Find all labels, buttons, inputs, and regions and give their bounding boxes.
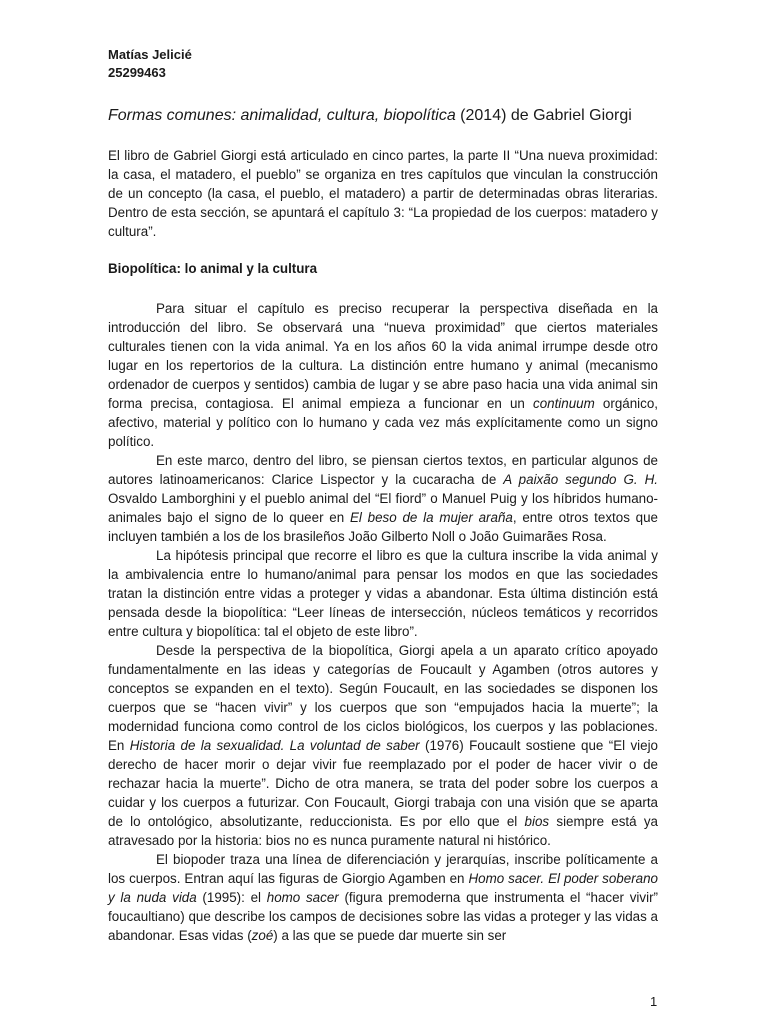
paragraph-3: La hipótesis principal que recorre el libro es que la cultura inscribe la vida animal y la ambivalencia entre lo humano/animal para pensar los modos en que las sociedades tratan la distinción entre vidas a proteger y vidas a abandonar. Esta última distinción está pensada desde la biopolítica: “Leer líneas de intersección, núcleos temáticos y recorridos entre cultura y biopolítica: tal el objeto de este libro”.	[108, 548, 658, 639]
paragraph-2: En este marco, dentro del libro, se piensan ciertos textos, en particular algunos de autores latinoamericanos: Clarice Lispector y la cucaracha de A paixão segundo G. H. Osvaldo Lamborghini y el pueblo animal del “El fiord” o Manuel Puig y los híbridos humano-animales bajo el signo de lo queer en El beso de la mujer araña, entre otros textos que incluyen también a los de los brasileños João Gilberto Noll o João Guimarães Rosa.	[108, 453, 659, 544]
document-body	[108, 46, 658, 945]
paragraph-4: Desde la perspectiva de la biopolítica, Giorgi apela a un aparato crítico apoyado fundamentalmente en las ideas y categorías de Foucault y Agamben (otros autores y conceptos se expanden en el texto). Según Foucault, en las sociedades se disponen los cuerpos que se “hacen vivir” y los cuerpos que son “empujados hacia la muerte”; la modernidad funciona como control de los ciclos biológicos, los cuerpos y las poblaciones. En Historia de la sexualidad. La voluntad de saber (1976) Foucault sostiene que “El viejo derecho de hacer morir o dejar vivir fue reemplazado por el poder de hacer vivir o de rechazar hacia la muerte”. Dicho de otra manera, se trata del poder sobre los cuerpos a cuidar y los cuerpos a futurizar. Con Foucault, Giorgi trabaja con una visión que se aparta de lo ontológico, absolutizante, reduccionista. Es por ello que el bios siempre está ya atravesado por la historia: bios no es nunca puramente natural ni histórico.	[108, 643, 658, 848]
paragraph-1: Para situar el capítulo es preciso recuperar la perspectiva diseñada en la introducción del libro. Se observará una “nueva proximidad” que ciertos materiales culturales tienen con la vida animal. Ya en los años 60 la vida animal irrumpe desde otro lugar en los repertorios de la cultura. La distinción entre humano y animal (mecanismo ordenador de cuerpos y sentidos) cambia de lugar y se abre paso hacia una vida animal sin forma precisa, contagiosa. El animal empieza a funcionar en un continuum orgánico, afectivo, material y político con lo humano y cada vez más explícitamente como un signo político.	[108, 301, 658, 449]
document-title	[108, 106, 658, 126]
book-title: Formas comunes: animalidad, cultura, biopolítica	[108, 107, 456, 124]
author-id: 25299463	[108, 65, 166, 80]
paragraph-5: El biopoder traza una línea de diferenciación y jerarquías, inscribe políticamente a los cuerpos. Entran aquí las figuras de Giorgio Agamben en Homo sacer. El poder soberano y la nuda vida (1995): el homo sacer (figura premoderna que instrumenta el “hacer vivir” foucaultiano) que describe los campos de decisiones sobre las vidas a proteger y las vidas a abandonar. Esas vidas (zoé) a las que se puede dar muerte sin ser	[108, 852, 658, 943]
intro-paragraph: El libro de Gabriel Giorgi está articulado en cinco partes, la parte II “Una nueva proximidad: la casa, el matadero, el pueblo” se organiza en tres capítulos que vinculan la construcción de un concepto (la casa, el pueblo, el matadero) a partir de determinadas obras literarias. Dentro de esta sección, se apuntará el capítulo 3: “La propiedad de los cuerpos: matadero y cultura”.	[108, 148, 658, 239]
book-title-rest: (2014) de Gabriel Giorgi	[455, 107, 632, 124]
section-heading: Biopolítica: lo animal y la cultura	[108, 261, 318, 276]
author-name: Matías Jelicié	[108, 47, 192, 62]
page-number: 1	[650, 994, 658, 1009]
